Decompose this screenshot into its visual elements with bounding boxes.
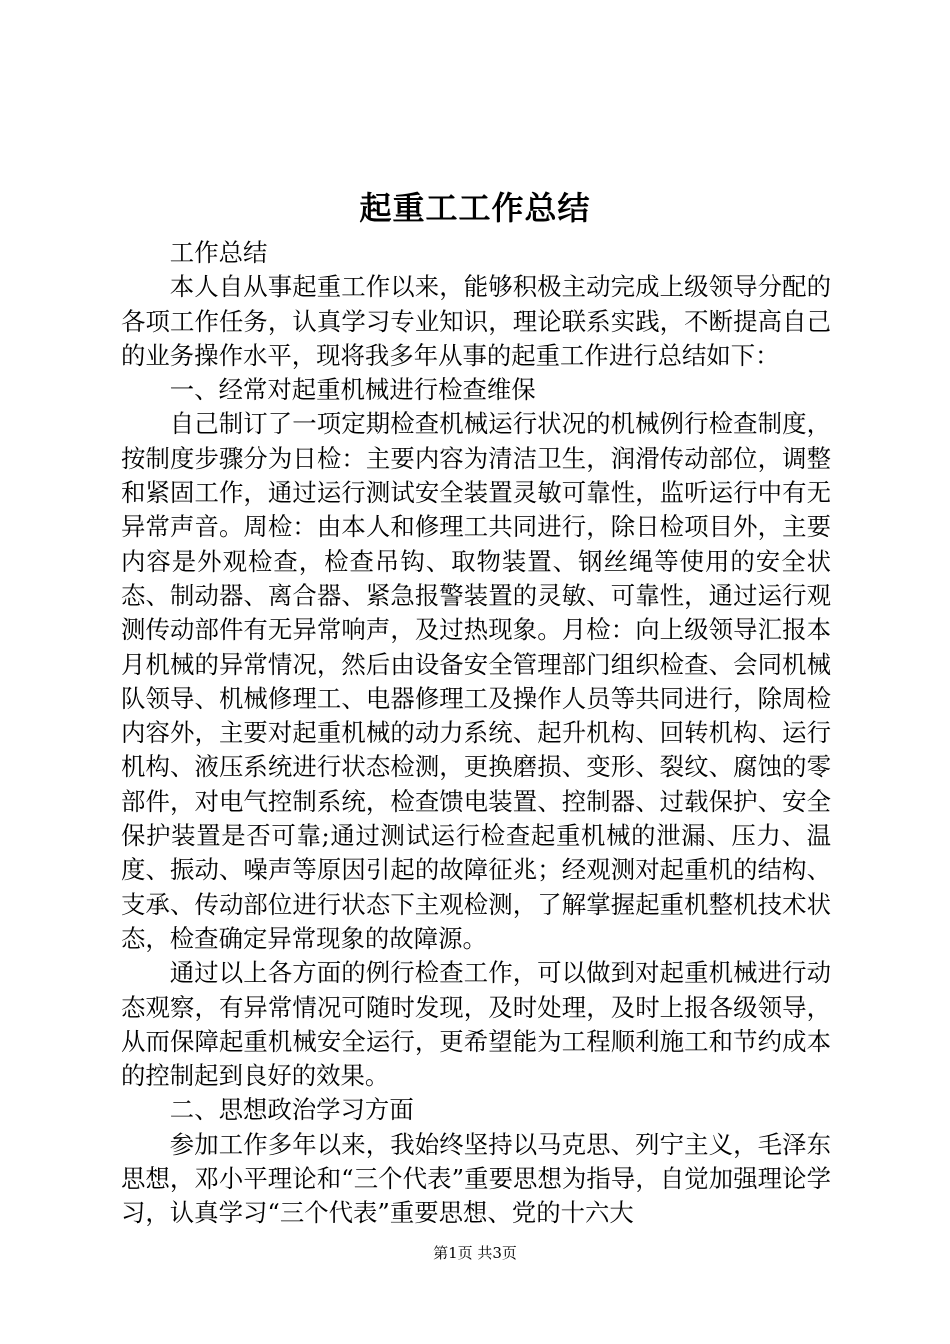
paragraph-heading-summary: 工作总结 [169,238,268,267]
section-heading-political-study: 二、思想政治学习方面 [169,1095,414,1125]
paragraph-intro: 本人自从事起重工作以来，能够积极主动完成上级领导分配的各项工作任务，认真学习专业知识，理论联系实践，不断提高自己的业务操作水平，现将我多年从事的起重工作进行总结如下： [121,272,831,370]
page-number-footer: 第1页 共3页 [433,1244,517,1262]
section-heading-inspection: 一、经常对起重机械进行检查维保 [169,375,536,405]
paragraph-inspection-details: 自己制订了一项定期检查机械运行状况的机械例行检查制度，按制度步骤分为日检：主要内容为清洁卫生，润滑传动部位，调整和紧固工作，通过运行测试安全装置灵敏可靠性，监听运行中有无异常声音。周检：由本人和修理工共同进行，除日检项目外，主要内容是外观检查，检查吊钩、取物装置、钢丝绳等使用的安全状态、制动器、离合器、紧急报警装置的灵敏、可靠性，通过运行观测传动部件有无异常响声，及过热现象。月检：向上级领导汇报本月机械的异常情况，然后由设备安全管理部门组织检查、会同机械队领导、机械修理工、电器修理工及操作人员等共同进行，除周检内容外，主要对起重机械的动力系统、起升机构、回转机构、运行机构、液压系统进行状态检测，更换磨损、变形、裂纹、腐蚀的零部件，对电气控制系统，检查馈电装置、控制器、过载保护、安全保护装置是否可靠;通过测试运行检查起重机械的泄漏、压力、温度、振动、噪声等原因引起的故障征兆；经观测对起重机的结构、支承、传动部位进行状态下主观检测，了解掌握起重机整机技术状态，检查确定异常现象的故障源。 [121,409,831,953]
paragraph-inspection-results: 通过以上各方面的例行检查工作，可以做到对起重机械进行动态观察，有异常情况可随时发现，及时处理，及时上报各级领导，从而保障起重机械安全运行，更希望能为工程顺利施工和节约成本的控制起到良好的效果。 [121,958,831,1091]
document-body [121,236,831,1231]
document-title: 起重工工作总结 [359,189,591,227]
paragraph-political-study: 参加工作多年以来，我始终坚持以马克思、列宁主义，毛泽东思想，邓小平理论和“三个代表”重要思想为指导，自觉加强理论学习，认真学习“三个代表”重要思想、党的十六大 [121,1129,831,1228]
